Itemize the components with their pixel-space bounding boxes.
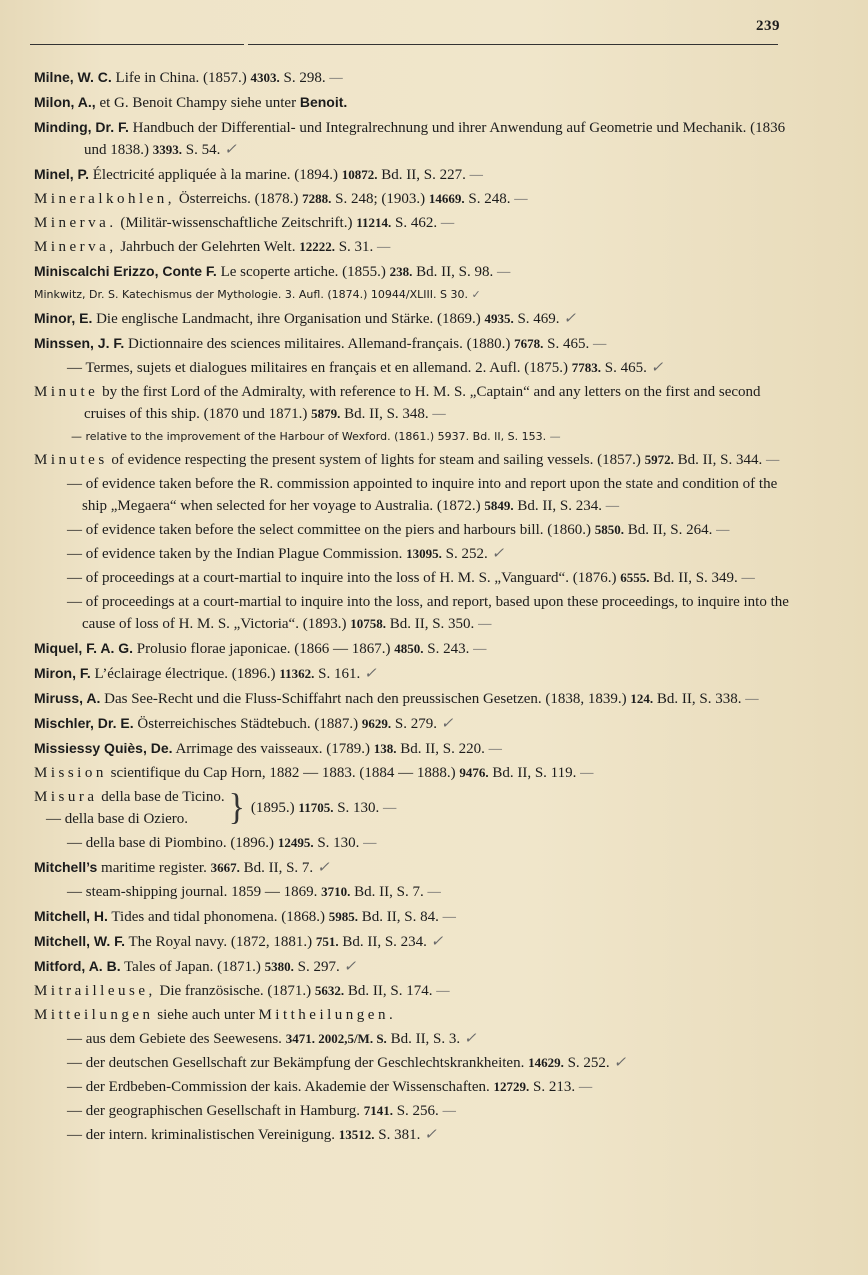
handwritten-mark: — [745,691,759,707]
sub-entry-dash: — [71,430,82,443]
entry-text-small: Minkwitz, Dr. S. Katechismus der Mythologie. 3. Aufl. (1874.) 10944/XLIII. S 30. [34,288,468,301]
entry-page-ref: S. 130. [337,800,380,816]
entry-title: der geographischen Gesellschaft in Hamburg. [85,1103,360,1119]
handwritten-mark: ✓ [363,666,377,682]
entry-catalog-number: 3393. [152,142,182,157]
handwritten-mark: ✓ [613,1055,627,1071]
index-entry [34,955,804,978]
index-entry [34,236,804,258]
entry-keyword: Misura [34,789,98,805]
entry-page-ref: S. 252. [567,1055,610,1071]
sub-entry-dash: — [67,594,82,610]
entry-title: Le scoperte artiche. (1855.) [220,264,386,280]
entry-title: della base di Oziero. [64,811,189,827]
index-entry [34,980,804,1002]
entry-page-ref: S. 462. [395,215,438,231]
entry-keyword: Minerva, [34,239,117,255]
entry-year: (1895.) [250,800,295,816]
handwritten-mark: — [383,800,397,816]
index-entry [34,212,804,234]
handwritten-mark: ✓ [563,311,576,327]
header-rule-right [248,44,778,45]
handwritten-mark: ✓ [463,1031,477,1047]
sub-entry-dash: — [67,522,82,538]
entry-text-small: relative to the improvement of the Harbour of Wexford. (1861.) 5937. Bd. II, S. 153. [85,430,547,443]
entry-catalog-number: 5972. [644,452,674,467]
entry-page-ref: Bd. II, S. 7. [243,860,314,876]
entry-catalog-number: 12495. [277,835,314,850]
entry-catalog-number: 13095. [406,546,442,561]
sub-entry-dash: — [67,835,82,851]
index-entry [34,1076,804,1098]
entry-title: Dictionnaire des sciences militaires. Allemand-français. (1880.) [128,336,511,352]
entry-catalog-number: 5879. [311,406,341,421]
entry-title: of evidence taken by the Indian Plague Commission. [85,546,403,562]
entry-page-ref: Bd. II, S. 3. [390,1031,461,1047]
entry-title: The Royal navy. (1872, 1881.) [128,934,313,950]
entry-catalog-number: 9476. [459,765,489,780]
handwritten-mark: ✓ [224,142,237,158]
entry-page-ref: Bd. II, S. 348. [344,406,429,422]
entry-catalog-number: 3667. [210,860,240,875]
handwritten-mark: — [329,70,343,86]
index-entry [34,449,804,471]
sub-entry-dash: — [67,546,82,562]
index-entry [34,1100,804,1122]
index-entry [34,737,804,760]
handwritten-mark: ✓ [471,288,481,301]
entry-title: by the first Lord of the Admiralty, with reference to H. M. S. „Captain“ and any letters on the first and second cruises of this ship. (1870 und 1871.) [84,384,761,422]
entry-title: Prolusio florae japonicae. (1866 — 1867.) [136,641,391,657]
handwritten-mark: ✓ [440,716,454,732]
entry-title: siehe auch unter [157,1007,255,1023]
index-entry [34,637,804,660]
entry-title: der Erdbeben-Commission der kais. Akademie der Wissenschaften. [85,1079,490,1095]
entry-catalog-number: 10758. [350,616,386,631]
entry-title: of proceedings at a court-martial to inquire into the loss, and report, based upon these proceedings, to inquire into the cause of loss of H. M. S. „Victoria“. (1893.) [82,594,789,632]
entry-page-ref: S. 248; (1903.) [335,191,426,207]
index-entry [34,307,804,330]
entry-catalog-number: 124. [630,691,654,706]
entry-page-ref: Bd. II, S. 84. [361,909,439,925]
entry-author: Mitford, A. B. [34,958,121,974]
index-entry [34,381,804,425]
entry-title: Österreichs. (1878.) [178,191,299,207]
index-entry [34,712,804,735]
entry-catalog-number: 751. [315,934,339,949]
handwritten-mark: — [605,498,620,514]
entry-page-ref: Bd. II, S. 174. [347,983,433,999]
handwritten-mark: — [497,264,511,280]
sub-entry-dash: — [67,360,82,376]
entry-page-ref: S. 252. [445,546,488,562]
sub-entry-dash: — [67,1055,82,1071]
handwritten-mark: — [716,522,730,538]
handwritten-mark: ✓ [650,360,664,376]
sub-entry-dash: — [67,884,82,900]
entry-author: Miniscalchi Erizzo, Conte F. [34,263,217,279]
entry-page-ref: Bd. II, S. 234. [517,498,602,514]
entry-catalog-number: 11214. [356,215,392,230]
handwritten-mark: ✓ [343,959,357,975]
entry-catalog-number: 5849. [484,498,514,513]
entry-catalog-number: 14629. [528,1055,564,1070]
index-entry [34,1004,804,1026]
entry-title: scientifique du Cap Horn, 1882 — 1883. (1884 — 1888.) [110,765,456,781]
entry-page-ref: S. 298. [283,70,326,86]
entry-author: Mitchell, W. F. [34,933,126,949]
entry-title: Die französische. (1871.) [159,983,312,999]
entry-catalog-number: 7141. [363,1103,393,1118]
index-entry [34,881,804,903]
entry-page-ref: S. 248. [468,191,511,207]
index-entry [34,332,804,355]
entry-catalog-number: 4303. [250,70,280,85]
entry-title: of evidence taken before the R. commission appointed to inquire into and report upon the state and condition of the ship „Megaera“ when selected for her voyage to Australia. (1872.) [82,476,778,514]
entry-author: Miruss, A. [34,690,101,706]
entry-catalog-number: 13512. [338,1127,375,1142]
index-entry [34,687,804,710]
entry-keyword: Mitteilungen [34,1007,154,1023]
entry-title: steam-shipping journal. 1859 — 1869. [85,884,318,900]
index-entry [34,188,804,210]
index-entry [34,163,804,186]
index-entry [34,762,804,784]
handwritten-mark: — [578,1079,593,1095]
index-entry [34,905,804,928]
entry-keyword: Mineralkohlen, [34,191,176,207]
entry-title: of proceedings at a court-martial to inquire into the loss of H. M. S. „Vanguard“. (1876.) [85,570,617,586]
sub-entry-dash: — [67,476,82,492]
handwritten-mark: — [478,616,492,632]
index-entry [34,567,804,589]
entry-title: (Militär-wissenschaftliche Zeitschrift.) [120,215,353,231]
handwritten-mark: ✓ [316,860,330,876]
entry-title: Das See-Recht und die Fluss-Schiffahrt nach den preussischen Gesetzen. (1838, 1839.) [104,691,627,707]
handwritten-mark: ✓ [491,546,505,562]
entry-catalog-number: 3710. [321,884,351,899]
entry-catalog-number: 7678. [514,336,544,351]
entry-page-ref: S. 381. [378,1127,421,1143]
entry-title: Die englische Landmacht, ihre Organisation und Stärke. (1869.) [96,311,481,327]
entry-title: maritime register. [101,860,207,876]
entry-page-ref: S. 31. [338,239,374,255]
index-entry [34,357,804,379]
entry-title: Jahrbuch der Gelehrten Welt. [120,239,296,255]
entry-catalog-number: 11362. [279,666,315,681]
entry-keyword: Minutes [34,452,108,468]
entry-catalog-number: 11705. [298,800,334,815]
handwritten-mark: — [442,909,456,925]
index-entry [34,1028,804,1050]
entry-author: Miquel, F. A. G. [34,640,134,656]
handwritten-mark: — [377,239,391,255]
handwritten-mark: — [440,215,455,231]
index-entry [34,856,804,879]
entry-author: Milon, A., [34,94,96,110]
index-entry [34,260,804,283]
entry-catalog-number: 5380. [264,959,294,974]
entry-page-ref: S. 465. [547,336,590,352]
entry-catalog-number: 7783. [571,360,602,375]
handwritten-mark: — [514,191,528,207]
handwritten-mark: — [741,570,755,586]
entry-page-ref: S. 213. [533,1079,576,1095]
entry-page-ref: Bd. II, S. 98. [416,264,494,280]
entry-catalog-number: 5850. [594,522,624,537]
index-entry [34,591,804,635]
sub-entry-dash: — [67,1079,82,1095]
entry-title: Tales of Japan. (1871.) [124,959,261,975]
sub-entry-dash: — [67,570,82,586]
entry-catalog-number: 138. [373,741,397,756]
entry-title: of evidence taken before the select committee on the piers and harbours bill. (1860.) [85,522,591,538]
entry-title: Termes, sujets et dialogues militaires en français et en allemand. 2. Aufl. (1875.) [85,360,569,376]
entry-title: Arrimage des vaisseaux. (1789.) [175,741,370,757]
index-entry [34,1124,804,1146]
handwritten-mark: — [469,167,483,183]
index-entries [34,66,804,1148]
entry-title: Électricité appliquée à la marine. (1894.) [92,167,339,183]
entry-catalog-number: 5632. [314,983,345,998]
entry-author: Mitchell’s [34,859,98,875]
entry-title: Life in China. (1857.) [115,70,247,86]
entry-page-ref: S. 130. [317,835,360,851]
entry-title: della base di Piombino. (1896.) [85,835,275,851]
index-entry [34,930,804,953]
page-number: 239 [756,18,780,34]
entry-author: Miron, F. [34,665,91,681]
entry-page-ref: Bd. II, S. 338. [656,691,742,707]
entry-author: Minding, Dr. F. [34,119,129,135]
index-entry [34,66,804,89]
entry-page-ref: Bd. II, S. 119. [492,765,577,781]
entry-page-ref: Bd. II, S. 234. [342,934,427,950]
entry-catalog-number: 14669. [428,191,465,206]
entry-catalog-number: 4935. [484,311,514,326]
curly-brace: } [228,787,245,828]
entry-crossref: Mittheilungen. [258,1007,397,1023]
handwritten-mark: — [765,452,780,468]
index-entry [34,116,804,161]
entry-title: of evidence respecting the present system of lights for steam and sailing vessels. (1857.) [111,452,641,468]
entry-author: Minor, E. [34,310,93,326]
handwritten-mark: — [363,835,377,851]
entry-page-ref: Bd. II, S. 350. [389,616,475,632]
entry-author: Milne, W. C. [34,69,112,85]
handwritten-mark: — [436,983,450,999]
entry-catalog-number: 238. [389,264,413,279]
entry-page-ref: Bd. II, S. 7. [354,884,424,900]
handwritten-mark: — [442,1103,456,1119]
index-entry [34,662,804,685]
entry-page-ref: S. 243. [427,641,470,657]
entry-page-ref: Bd. II, S. 220. [400,741,485,757]
entry-catalog-number: 5985. [328,909,358,924]
entry-title: Tides and tidal phonomena. (1868.) [111,909,325,925]
handwritten-mark: — [549,430,561,443]
entry-keyword: Minute [34,384,99,400]
sub-entry-dash: — [67,1031,82,1047]
entry-keyword: Minerva. [34,215,117,231]
entry-title: Handbuch der Differential- und Integralrechnung und ihrer Anwendung auf Geometrie und Mechanik. (1836 und 1838.) [84,120,786,158]
brace-entry-group [34,786,804,830]
handwritten-mark: — [427,884,441,900]
entry-page-ref: S. 161. [318,666,361,682]
entry-page-ref: Bd. II, S. 227. [381,167,466,183]
entry-title: der intern. kriminalistischen Vereinigung. [85,1127,336,1143]
index-entry [34,473,804,517]
handwritten-mark: — [473,641,487,657]
index-entry [34,285,804,305]
handwritten-mark: ✓ [424,1127,437,1143]
entry-page-ref: S. 279. [394,716,437,732]
entry-author: Minel, P. [34,166,89,182]
entry-catalog-number: 7288. [302,191,332,206]
entry-title: et G. Benoit Champy siehe unter [99,95,297,111]
header-rule-left [30,44,244,45]
entry-author: Missiessy Quiès, De. [34,740,173,756]
entry-title: der deutschen Gesellschaft zur Bekämpfung der Geschlechtskrankheiten. [85,1055,525,1071]
entry-catalog-number: 10872. [341,167,378,182]
index-entry [34,427,804,447]
sub-entry-dash: — [67,1127,82,1143]
entry-author: Mischler, Dr. E. [34,715,134,731]
sub-entry-dash: — [46,811,61,827]
entry-page-ref: S. 256. [396,1103,439,1119]
entry-catalog-number: 6555. [620,570,650,585]
handwritten-mark: — [488,741,502,757]
entry-page-ref: S. 297. [297,959,340,975]
entry-page-ref: S. 465. [604,360,647,376]
index-entry [34,91,804,114]
entry-author: Mitchell, H. [34,908,108,924]
handwritten-mark: — [580,765,594,781]
entry-catalog-number: 3471. 2002,5/M. S. [285,1031,387,1046]
entry-page-ref: Bd. II, S. 344. [677,452,763,468]
handwritten-mark: — [432,406,446,422]
sub-entry-dash: — [67,1103,82,1119]
index-entry [34,1052,804,1074]
entry-crossref: Benoit. [299,94,348,110]
entry-title: L’éclairage électrique. (1896.) [94,666,276,682]
index-entry [34,519,804,541]
handwritten-mark: ✓ [430,934,444,950]
entry-catalog-number: 12729. [493,1079,530,1094]
entry-author: Minssen, J. F. [34,335,125,351]
entry-keyword: Mission [34,765,107,781]
entry-title: aus dem Gebiete des Seewesens. [85,1031,282,1047]
handwritten-mark: — [592,336,607,352]
entry-catalog-number: 12222. [299,239,335,254]
entry-page-ref: S. 469. [517,311,560,327]
entry-page-ref: Bd. II, S. 264. [627,522,713,538]
entry-keyword: Mitrailleuse, [34,983,156,999]
entry-page-ref: Bd. II, S. 349. [653,570,738,586]
index-entry [34,543,804,565]
index-entry [34,832,804,854]
entry-page-ref: S. 54. [185,142,221,158]
entry-title: della base de Ticino. [101,789,225,805]
entry-catalog-number: 4850. [394,641,424,656]
entry-catalog-number: 9629. [361,716,392,731]
entry-title: Österreichisches Städtebuch. (1887.) [137,716,359,732]
